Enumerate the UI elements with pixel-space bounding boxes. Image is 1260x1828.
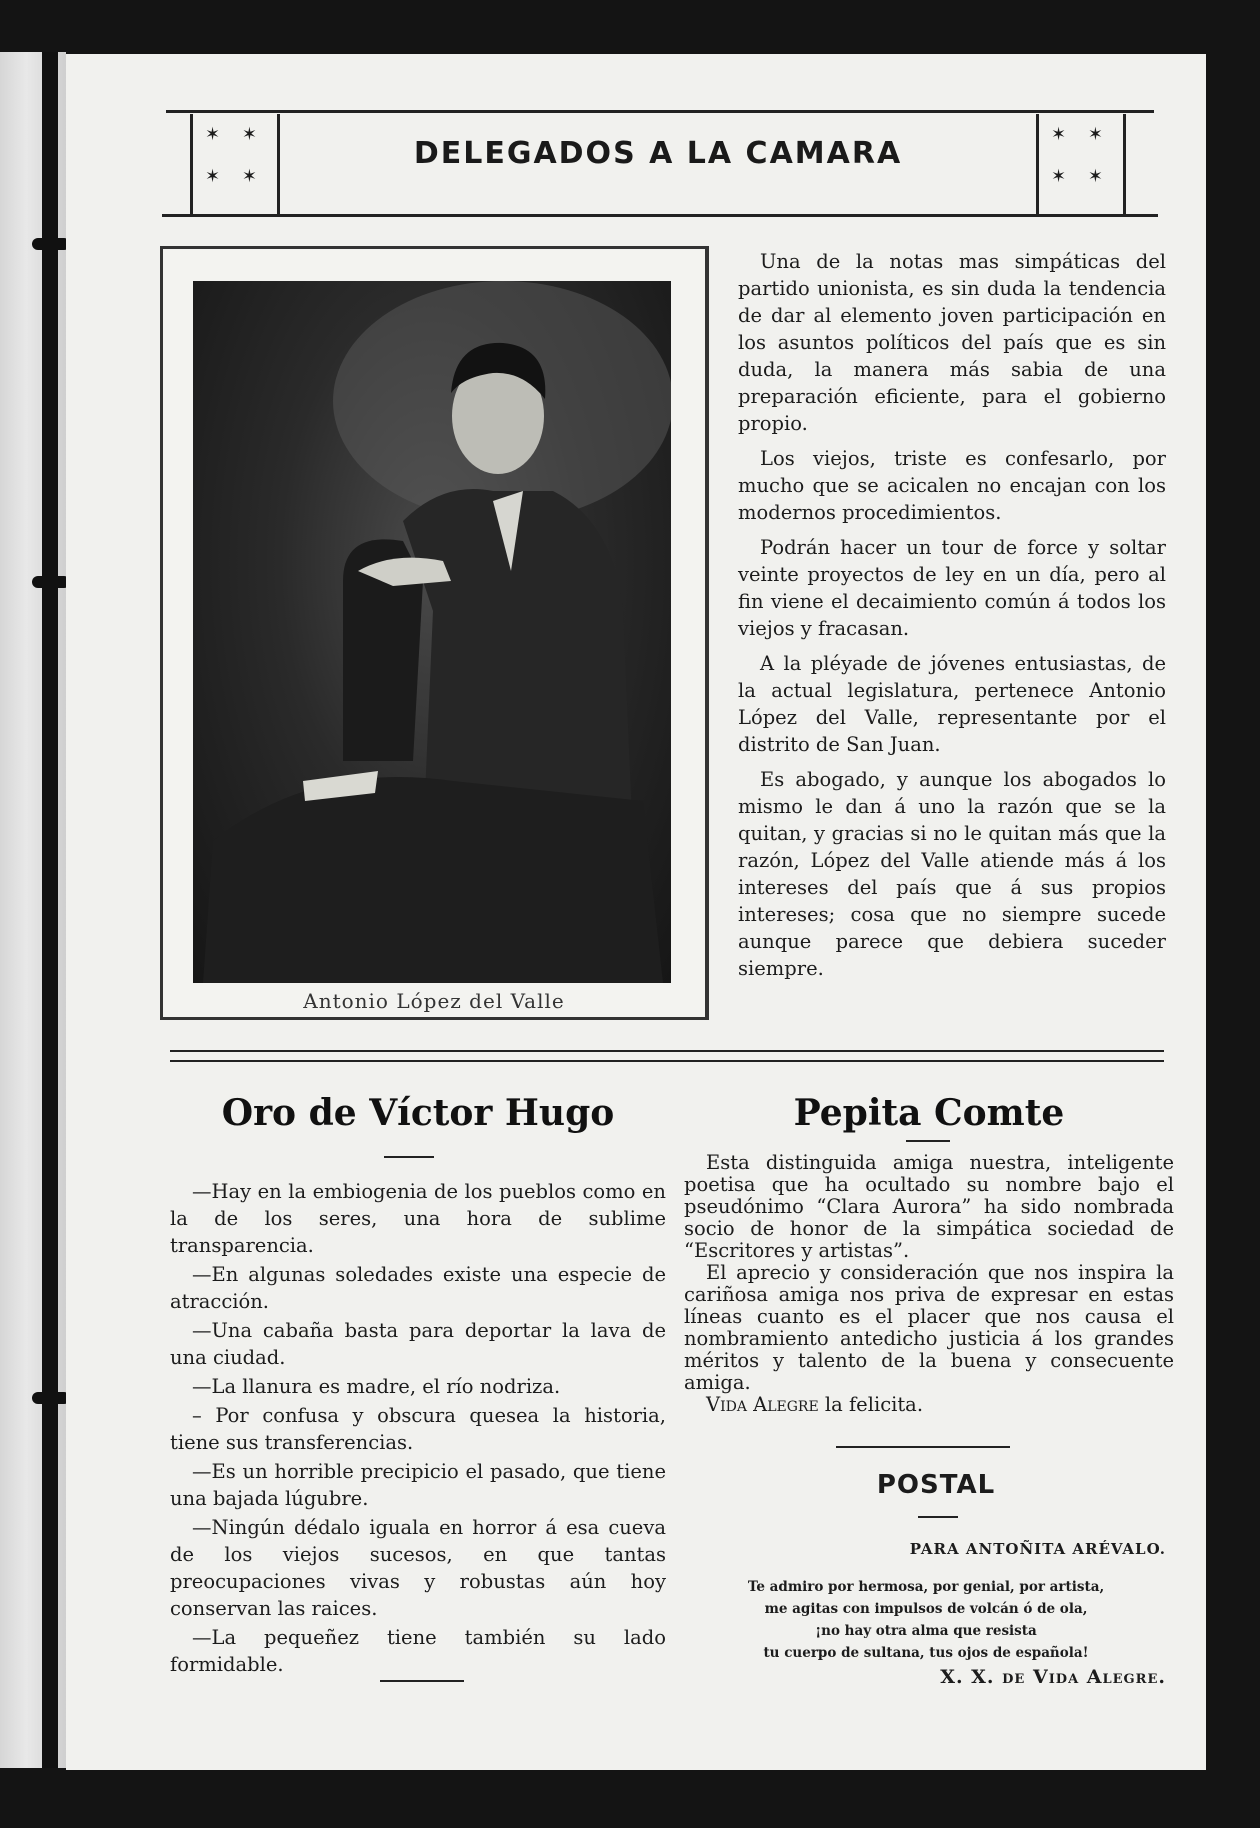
article-paragraph: A la pléyade de jóvenes entusiastas, de la actual legislatura, pertenece Antonio López del Valle, representante por el distrito de San Juan. xyxy=(738,652,1166,756)
header-rule-bottom xyxy=(162,214,1158,217)
star-ornament-icon: ✶ ✶ xyxy=(205,124,265,145)
binding-knob xyxy=(32,1392,70,1404)
portrait-figure-icon xyxy=(193,281,671,983)
binding-knob xyxy=(32,576,70,588)
pepita-paragraph: El aprecio y consideración que nos inspira la cariñosa amiga nos priva de expresar en estas líneas cuanto es el placer que nos causa el nombramiento antedicho justicia á los grandes méritos y talento de la buena y consecuente amiga. xyxy=(684,1261,1174,1394)
article-paragraph: Podrán hacer un tour de force y soltar veinte proyectos de ley en un día, pero al fin viene el decaimiento común á todos los viejos y fracasan. xyxy=(738,536,1166,640)
portrait-caption: Antonio López del Valle xyxy=(303,989,565,1013)
postal-title: POSTAL xyxy=(876,1470,996,1500)
signature-magazine: Vida Alegre. xyxy=(1032,1666,1166,1688)
pepita-title: Pepita Comte xyxy=(793,1092,1065,1134)
article-paragraph: Es abogado, y aunque los abogados lo mismo le dan á uno la razón que se la quitan, y gracias si no le quitan más que la razón, López del Valle atiende más á los intereses del país que á sus propios intereses; cosa que no siempre sucede aunque parece que debiera suceder siempre. xyxy=(738,768,1166,980)
star-ornament-icon: ✶ ✶ xyxy=(1051,166,1111,187)
poem-line: me agitas con impulsos de volcán ó de ola, xyxy=(764,1601,1088,1617)
binding-spine xyxy=(42,52,58,1768)
postal-signature xyxy=(766,1666,1166,1688)
quote-line: —La llanura es madre, el río nodriza. xyxy=(192,1375,561,1398)
pepita-paragraph xyxy=(684,1394,1174,1416)
quote-line: —En algunas soledades existe una especie de atracción. xyxy=(170,1263,666,1313)
postal-top-rule xyxy=(836,1446,1010,1448)
magazine-page xyxy=(66,54,1206,1770)
poem-line: tu cuerpo de sultana, tus ojos de española! xyxy=(763,1645,1089,1661)
section-divider xyxy=(170,1050,1164,1052)
pepita-body xyxy=(684,1152,1174,1416)
page-title: DELEGADOS A LA CAMARA xyxy=(413,136,903,171)
quote-line: —Una cabaña basta para deportar la lava de una ciudad. xyxy=(170,1319,666,1369)
portrait-photo xyxy=(193,281,671,983)
poem-line: Te admiro por hermosa, por genial, por artista, xyxy=(747,1579,1105,1595)
quote-line: —Es un horrible precipicio el pasado, que tiene una bajada lúgubre. xyxy=(170,1460,666,1510)
signature-de: de xyxy=(1002,1666,1026,1688)
postal-dedication: PARA ANTOÑITA ARÉVALO. xyxy=(909,1540,1166,1558)
article-paragraph: Los viejos, triste es confesarlo, por mucho que se acicalen no encajan con los modernos procedimientos. xyxy=(738,447,1166,524)
signature-initials: X. X. xyxy=(940,1666,995,1688)
star-ornament-icon: ✶ ✶ xyxy=(205,166,265,187)
poem-line: ¡no hay otra alma que resista xyxy=(815,1623,1037,1639)
oro-quotes xyxy=(170,1178,666,1680)
header-star-box-left xyxy=(190,114,280,214)
postal-poem xyxy=(686,1576,1166,1664)
header-star-box-right xyxy=(1036,114,1126,214)
quote-line: —La pequeñez tiene también su lado formidable. xyxy=(170,1626,666,1676)
title-underline xyxy=(918,1516,958,1518)
article-paragraph: Una de la notas mas simpáticas del partido unionista, es sin duda la tendencia de dar al elemento joven participación en los asuntos políticos del país que es sin duda, la manera más sabia de una preparación eficiente, para el gobierno propio. xyxy=(738,250,1166,435)
pepita-paragraph: Esta distinguida amiga nuestra, inteligente poetisa que ha ocultado su nombre bajo el pseudónimo “Clara Aurora” ha sido nombrada socio de honor de la simpática sociedad de “Escritores y artistas”. xyxy=(684,1151,1174,1262)
title-underline xyxy=(384,1156,434,1158)
quote-line: – Por confusa y obscura quesea la historia, tiene sus transferencias. xyxy=(170,1404,666,1454)
title-underline xyxy=(906,1140,950,1142)
header-rule-top xyxy=(166,110,1154,113)
portrait-frame xyxy=(160,246,709,1020)
oro-title: Oro de Víctor Hugo xyxy=(221,1092,615,1134)
binding-knob xyxy=(32,238,70,250)
article-body xyxy=(738,248,1166,990)
pepita-closing: la felicita. xyxy=(818,1393,924,1416)
section-divider xyxy=(170,1060,1164,1062)
magazine-name: Vida Alegre xyxy=(706,1393,819,1416)
section-end-rule xyxy=(380,1680,464,1682)
star-ornament-icon: ✶ ✶ xyxy=(1051,124,1111,145)
quote-line: —Ningún dédalo iguala en horror á esa cueva de los viejos sucesos, en que tantas preocupaciones vivas y robustas aún hoy conservan las raices. xyxy=(170,1516,666,1620)
quote-line: —Hay en la embiogenia de los pueblos como en la de los seres, una hora de sublime transparencia. xyxy=(170,1180,666,1257)
